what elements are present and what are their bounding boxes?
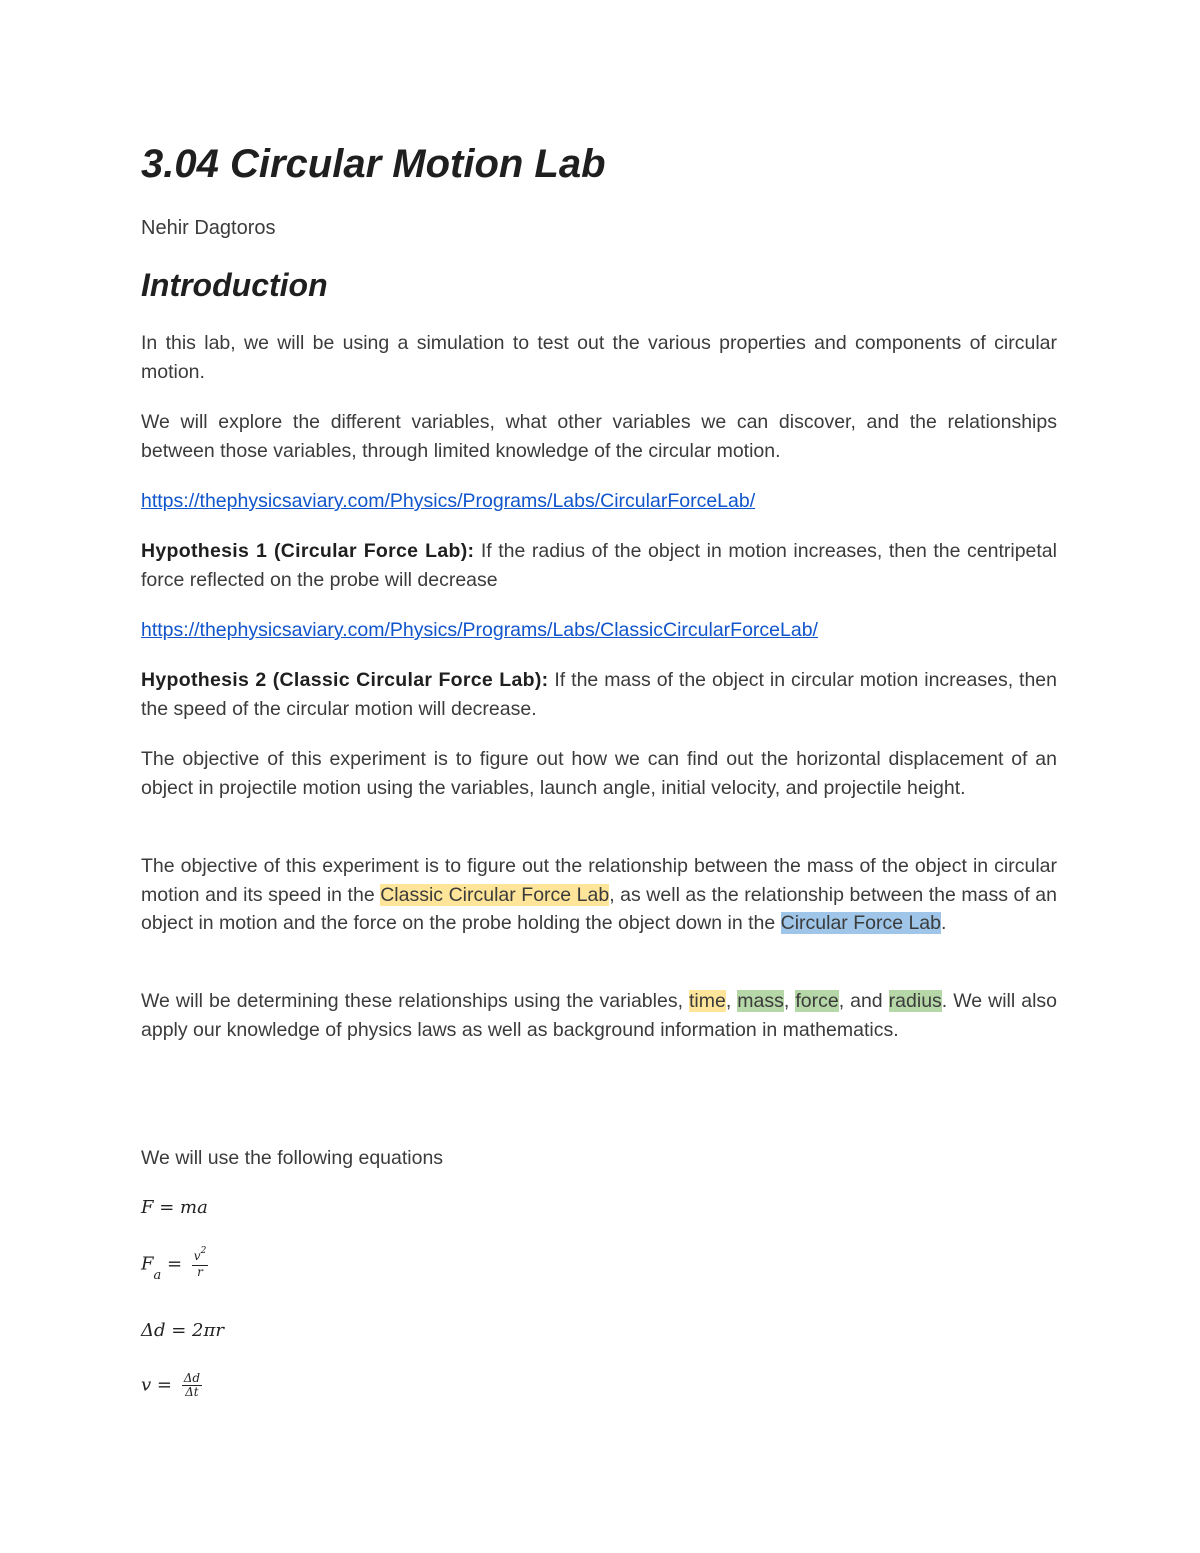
variables-sep-2: , <box>783 990 796 1012</box>
intro-paragraph-2: We will explore the different variables, what other variables we can discover, and the relationships between those variables, through limited knowledge of the circular motion. <box>141 411 1057 462</box>
eq2-numerator-var: v <box>193 1249 201 1263</box>
hypothesis-2-paragraph <box>141 666 1057 723</box>
equations-intro: We will use the following equations <box>141 1147 444 1169</box>
highlight-radius: radius <box>888 990 942 1012</box>
hypothesis-2-text: If the mass of the object in circular motion increases, then the speed of the circular motion will decrease. <box>141 669 1057 720</box>
variables-paragraph <box>141 987 1057 1044</box>
eq4-lhs: v = <box>141 1374 178 1396</box>
objective-2-text-1: The objective of this experiment is to figure out the relationship between the mass of the object in circular motion and its speed in the <box>141 855 1057 906</box>
highlight-classic-circular-force-lab: Classic Circular Force Lab <box>380 883 610 906</box>
equation-newton-second-law: F = ma <box>141 1197 208 1218</box>
intro-paragraph-1: In this lab, we will be using a simulation to test out the various properties and components of circular motion. <box>141 332 1057 383</box>
objective-2-text-2: , as well as the relationship between the mass of an object in motion and the force on the probe holding the object down in the <box>141 883 1057 934</box>
objective-paragraph-1: The objective of this experiment is to figure out how we can find out the horizontal displacement of an object in projectile motion using the variables, launch angle, initial velocity, and projectile height. <box>141 748 1057 799</box>
objective-paragraph-2 <box>141 852 1057 938</box>
equation-circumference: Δd = 2πr <box>141 1320 224 1341</box>
highlight-circular-force-lab: Circular Force Lab <box>780 912 941 934</box>
highlight-time: time <box>689 990 726 1012</box>
classic-circular-force-lab-link[interactable]: https://thephysicsaviary.com/Physics/Programs/Labs/ClassicCircularForceLab/ <box>141 619 818 641</box>
variables-sep-1: , <box>725 990 738 1012</box>
link-paragraph-1 <box>141 487 1057 516</box>
equation-centripetal-acceleration <box>141 1246 208 1283</box>
eq2-equals: = <box>161 1253 188 1275</box>
equation-velocity <box>141 1372 202 1399</box>
eq2-superscript: 2 <box>200 1246 207 1256</box>
hypothesis-2-label: Hypothesis 2 (Classic Circular Force Lab): <box>141 669 549 691</box>
eq2-subscript: a <box>153 1267 162 1283</box>
section-heading-introduction: Introduction <box>141 267 328 303</box>
eq2-fraction <box>192 1246 209 1279</box>
hypothesis-1-paragraph <box>141 537 1057 594</box>
variables-sep-3: , and <box>838 990 889 1012</box>
highlight-mass: mass <box>737 990 784 1012</box>
variables-text-2: . We will also apply our knowledge of physics laws as well as background information in mathematics. <box>141 990 1057 1041</box>
author-name: Nehir Dagtoros <box>141 217 276 239</box>
eq4-denominator: Δt <box>185 1385 199 1399</box>
eq2-denominator: r <box>197 1265 203 1279</box>
eq2-lhs: F <box>141 1253 154 1275</box>
eq4-numerator: Δd <box>183 1371 201 1385</box>
link-paragraph-2 <box>141 616 1057 645</box>
variables-text-1: We will be determining these relationships using the variables, <box>141 990 690 1012</box>
document-title: 3.04 Circular Motion Lab <box>141 142 606 186</box>
eq4-fraction <box>182 1372 202 1399</box>
hypothesis-1-label: Hypothesis 1 (Circular Force Lab): <box>141 540 475 562</box>
highlight-force: force <box>795 990 839 1012</box>
objective-2-text-3: . <box>941 912 947 934</box>
eq2-numerator <box>192 1246 209 1266</box>
hypothesis-1-text: If the radius of the object in motion increases, then the centripetal force reflected on the probe will decrease <box>141 540 1057 591</box>
circular-force-lab-link[interactable]: https://thephysicsaviary.com/Physics/Programs/Labs/CircularForceLab/ <box>141 490 756 512</box>
